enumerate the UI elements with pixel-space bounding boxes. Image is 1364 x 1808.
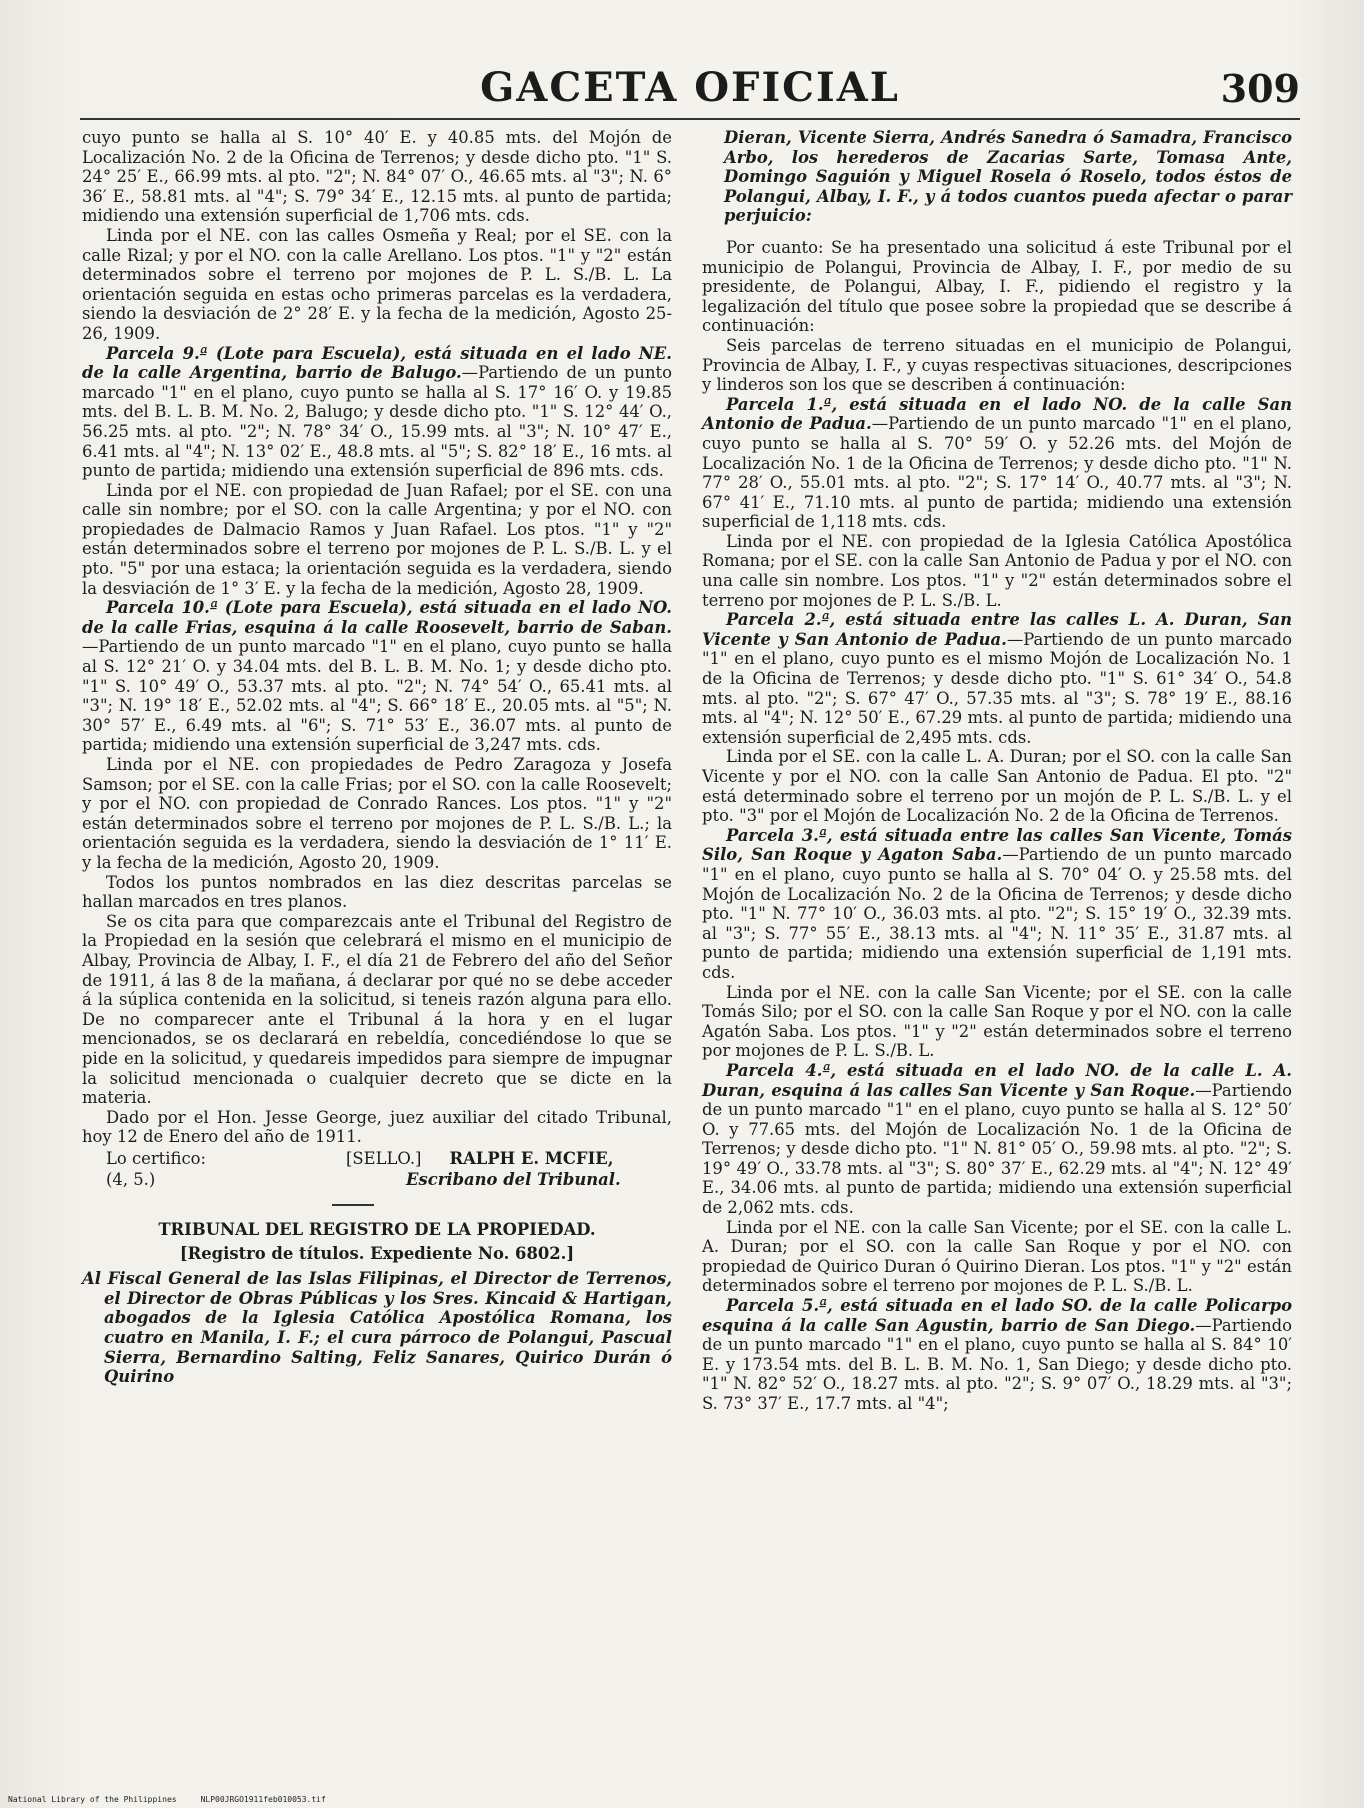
certifico-label: Lo certifico: xyxy=(106,1148,207,1168)
scan-footer xyxy=(8,1795,326,1804)
paragraph-text: —Partiendo de un punto marcado "1" en el plano, cuyo punto se halla al S. 70° 04′ O. y 25.58 mts. del Mojón de Localización No. 2 de la Oficina de Terrenos; y desde dicho pto. "1" N. 77° 10′ O., 36.03 mts. al pto. "2"; S. 15° 19′ O., 32.39 mts. al "3"; S. 77° 55′ E., 38.13 mts. al "4"; N. 11° 35′ E., 31.87 mts. al punto de partida; midiendo una extensión superficial de 1,191 mts. cds. xyxy=(702,845,1292,982)
page-number: 309 xyxy=(1220,66,1300,111)
parcel-heading: Parcela 2.ª, está situada entre las calles L. A. Duran, San Vicente y San Antonio de Padua. xyxy=(702,610,1292,649)
header-rule xyxy=(80,118,1300,120)
parcel-heading: Parcela 1.ª, está situada en el lado NO. de la calle San Antonio de Padua. xyxy=(702,394,1292,434)
signature-line-2 xyxy=(82,1170,672,1190)
paragraph: Seis parcelas de terreno situadas en el municipio de Polangui, Provincia de Albay, I. F., y cuyas respectivas situaciones, descripciones y linderos son los que se describen á continuación: xyxy=(702,335,1292,395)
parcel-4-paragraph xyxy=(702,1061,1292,1218)
paragraph: Se os cita para que comparezcais ante el Tribunal del Registro de la Propiedad en la sesión que celebrará el mismo en el municipio de Albay, Provincia de Albay, I. F., el día 21 de Febrero del año del Señor de 1911, á las 8 de la mañana, á declarar por qué no se debe acceder á la súplica contenida en la solicitud, si teneis razón alguna para ello. De no comparecer ante el Tribunal á la hora y en el lugar mencionados, se os declarará en rebeldía, concediéndose lo que se pide en la solicitud, y quedareis impedidos para siempre de impugnar la solicitud mencionada o cualquier decreto que se dicte en la materia. xyxy=(82,911,672,1108)
paragraph: Linda por el NE. con la calle San Vicente; por el SE. con la calle Tomás Silo; por el SO. con la calle San Roque y por el NO. con la calle Agatón Saba. Los ptos. "1" y "2" están determinados sobre el terreno por mojones de P. L. S./B. L. xyxy=(702,982,1292,1061)
section-divider xyxy=(332,1204,374,1206)
paragraph-text: —Partiendo de un punto marcado "1" en el plano, cuyo punto se halla al S. 12° 21′ O. y 34.04 mts. del B. L. B. M. No. 1; y desde dicho pto. "1" S. 10° 49′ O., 53.37 mts. al pto. "2"; N. 74° 54′ O., 65.41 mts. al "3"; N. 19° 18′ E., 52.02 mts. al "4"; S. 66° 18′ E., 20.05 mts. al "5"; N. 30° 57′ E., 6.49 mts. al "6"; S. 71° 53′ E., 36.07 mts. al punto de partida; midiendo una extensión superficial de 3,247 mts. cds. xyxy=(82,637,672,755)
parcel-heading: Parcela 5.ª, está situada en el lado SO. de la calle Policarpo esquina á la calle San Agustin, barrio de San Diego. xyxy=(702,1296,1292,1335)
expediente-line: [Registro de títulos. Expediente No. 6802.] xyxy=(179,1243,575,1263)
paragraph: Dado por el Hon. Jesse George, juez auxiliar del citado Tribunal, hoy 12 de Enero del año de 1911. xyxy=(82,1107,672,1147)
section-heading: TRIBUNAL DEL REGISTRO DE LA PROPIEDAD. xyxy=(158,1220,596,1240)
parcel-heading: Parcela 4.ª, está situada en el lado NO. de la calle L. A. Duran, esquina á las calles San Vicente y San Roque. xyxy=(702,1060,1292,1100)
paragraph: Linda por el SE. con la calle L. A. Duran; por el SO. con la calle San Vicente y por el NO. con la calle San Antonio de Padua. El pto. "2" está determinado sobre el terreno por un mojón de P. L. S./B. L. y el pto. "3" por el Mojón de Localización No. 2 de la Oficina de Terrenos. xyxy=(702,747,1292,826)
paragraph: Linda por el NE. con las calles Osmeña y Real; por el SE. con la calle Rizal; y por el NO. con la calle Arellano. Los ptos. "1" y "2" están determinados sobre el terreno por mojones de P. L. S./B. L. La orientación seguida en estas ocho primeras parcelas es la verdadera, siendo la desviación de 2° 28′ E. y la fecha de la medición, Agosto 25-26, 1909. xyxy=(82,225,672,343)
paragraph-text: —Partiendo de un punto marcado "1" en el plano, cuyo punto se halla al S. 12° 50′ O. y 77.65 mts. del Mojón de Localización No. 1 de la Oficina de Terrenos; y desde dicho pto. "1" N. 81° 05′ O., 59.98 mts. al pto. "2"; S. 19° 49′ O., 33.78 mts. al "3"; S. 80° 37′ E., 62.29 mts. al "4"; N. 12° 49′ E., 34.06 mts. al punto de partida; midiendo una extensión superficial de 2,062 mts. cds. xyxy=(702,1080,1292,1218)
paragraph-text: —Partiendo de un punto marcado "1" en el plano, cuyo punto se halla al S. 70° 59′ O. y 52.26 mts. del Mojón de Localización No. 1 de la Oficina de Terrenos; y desde dicho pto. "1" N. 77° 28′ O., 55.01 mts. al pto. "2"; S. 17° 14′ O., 40.77 mts. al "3"; N. 67° 41′ E., 71.10 mts. al punto de partida; midiendo una extensión superficial de 1,118 mts. cds. xyxy=(702,414,1292,532)
paragraph: Linda por el NE. con propiedades de Pedro Zaragoza y Josefa Samson; por el SE. con la calle Frias; por el SO. con la calle Roosevelt; y por el NO. con propiedad de Conrado Rances. Los ptos. "1" y "2" están determinados sobre el terreno por mojones de P. L. S./B. L.; la orientación seguida es la verdadera, siendo la desviación de 1° 11′ E. y la fecha de la medición, Agosto 20, 1909. xyxy=(82,755,672,872)
library-credit: National Library of the Philippines xyxy=(8,1795,177,1804)
paragraph: cuyo punto se halla al S. 10° 40′ E. y 40.85 mts. del Mojón de Localización No. 2 de la Oficina de Terrenos; y desde dicho pto. "1" S. 24° 25′ E., 66.99 mts. al pto. "2"; N. 84° 07′ O., 46.65 mts. al "3"; N. 6° 36′ E., 58.81 mts. al "4"; S. 79° 34′ E., 12.15 mts. al punto de partida; midiendo una extensión superficial de 1,706 mts. cds. xyxy=(82,128,672,226)
reference-number: (4, 5.) xyxy=(106,1170,156,1190)
parcel-10-paragraph xyxy=(82,598,672,755)
paragraph-text: —Partiendo de un punto marcado "1" en el plano, cuyo punto es el mismo Mojón de Localización No. 1 de la Oficina de Terrenos; y desde dicho pto. "1" S. 61° 34′ O., 54.8 mts. al pto. "2"; S. 67° 47′ O., 57.35 mts. al "3"; S. 78° 19′ E., 88.16 mts. al "4"; N. 12° 50′ E., 67.29 mts. al punto de partida; midiendo una extensión superficial de 2,495 mts. cds. xyxy=(702,629,1292,747)
signer-block xyxy=(346,1149,672,1169)
left-column xyxy=(82,128,672,1387)
addressees: Al Fiscal General de las Islas Filipinas, el Director de Terrenos, el Director de Obras Públicas y los Sres. Kincaid & Hartigan, abogados de la Iglesia Católica Apostólica Romana, los cuatro en Manila, I. F.; el cura párroco de Polangui, Pascual Sierra, Bernardino Salting, Feliz Sanares, Quirico Durán ó Quirino xyxy=(82,1269,672,1387)
seal-label: [SELLO.] xyxy=(346,1148,422,1168)
paragraph: Linda por el NE. con propiedad de Juan Rafael; por el SE. con una calle sin nombre; por el SO. con la calle Argentina; y por el NO. con propiedades de Dalmacio Ramos y Juan Rafael. Los ptos. "1" y "2" están determinados sobre el terreno por mojones de P. L. S./B. L. y el pto. "5" por una estaca; la orientación seguida es la verdadera, siendo la desviación de 1° 3′ E. y la fecha de la medición, Agosto 28, 1909. xyxy=(82,480,672,598)
parcel-3-paragraph xyxy=(702,826,1292,983)
parcel-9-paragraph xyxy=(82,344,672,481)
parcel-heading: Parcela 9.ª (Lote para Escuela), está situada en el lado NE. de la calle Argentina, barrio de Balugo. xyxy=(82,343,672,383)
page-title: GACETA OFICIAL xyxy=(480,64,900,111)
signer-title: Escribano del Tribunal. xyxy=(406,1170,621,1190)
signature-line xyxy=(82,1149,672,1169)
parcel-5-paragraph xyxy=(702,1296,1292,1414)
signer-name: RALPH E. MCFIE, xyxy=(449,1148,614,1168)
parcel-heading: Parcela 10.ª (Lote para Escuela), está situada en el lado NO. de la calle Frias, esquina á la calle Roosevelt, barrio de Saban. xyxy=(82,598,672,637)
paragraph: Linda por el NE. con la calle San Vicente; por el SE. con la calle L. A. Duran; por el SO. con la calle San Roque y por el NO. con propiedad de Quirico Duran ó Quirino Dieran. Los ptos. "1" y "2" están determinados sobre el terreno por mojones de P. L. S./B. L. xyxy=(702,1217,1292,1296)
addressees-continued: Dieran, Vicente Sierra, Andrés Sanedra ó Samadra, Francisco Arbo, los herederos de Zacarias Sarte, Tomasa Ante, Domingo Saguión y Miguel Rosela ó Roselo, todos éstos de Polangui, Albay, I. F., y á todos cuantos pueda afectar o parar perjuicio: xyxy=(724,128,1292,226)
paragraph-text: —Partiendo de un punto marcado "1" en el plano, cuyo punto se halla al S. 84° 10′ E. y 173.54 mts. del B. L. B. M. No. 1, San Diego; y desde dicho pto. "1" N. 82° 52′ O., 18.27 mts. al pto. "2"; S. 9° 07′ O., 18.29 mts. al "3"; S. 73° 37′ E., 17.7 mts. al "4"; xyxy=(702,1315,1292,1413)
right-column xyxy=(702,128,1292,1414)
paragraph: Por cuanto: Se ha presentado una solicitud á este Tribunal por el municipio de Polangui, Provincia de Albay, I. F., por medio de su presidente, de Polangui, Albay, I. F., pidiendo el registro y la legalización del título que posee sobre la propiedad que se describe á continuación: xyxy=(702,237,1292,336)
paragraph: Linda por el NE. con propiedad de la Iglesia Católica Apostólica Romana; por el SE. con la calle San Antonio de Padua y por el NO. con una calle sin nombre. Los ptos. "1" y "2" están determinados sobre el terreno por mojones de P. L. S./B. L. xyxy=(702,531,1292,610)
parcel-1-paragraph xyxy=(702,395,1292,532)
parcel-2-paragraph xyxy=(702,610,1292,747)
page-header xyxy=(80,58,1300,118)
file-name: NLP00JRGO1911feb010053.tif xyxy=(200,1795,326,1804)
paragraph: Todos los puntos nombrados en las diez descritas parcelas se hallan marcados en tres planos. xyxy=(82,872,672,912)
parcel-heading: Parcela 3.ª, está situada entre las calles San Vicente, Tomás Silo, San Roque y Agaton Saba. xyxy=(702,825,1292,865)
paragraph-text: —Partiendo de un punto marcado "1" en el plano, cuyo punto se halla al S. 17° 16′ O. y 19.85 mts. del B. L. B. M. No. 2, Balugo; y desde dicho pto. "1" S. 12° 44′ O., 56.25 mts. al pto. "2"; N. 78° 34′ O., 15.99 mts. al "3"; N. 10° 47′ E., 6.41 mts. al "4"; N. 13° 02′ E., 48.8 mts. al "5"; S. 82° 18′ E., 16 mts. al punto de partida; midiendo una extensión superficial de 896 mts. cds. xyxy=(82,363,672,481)
